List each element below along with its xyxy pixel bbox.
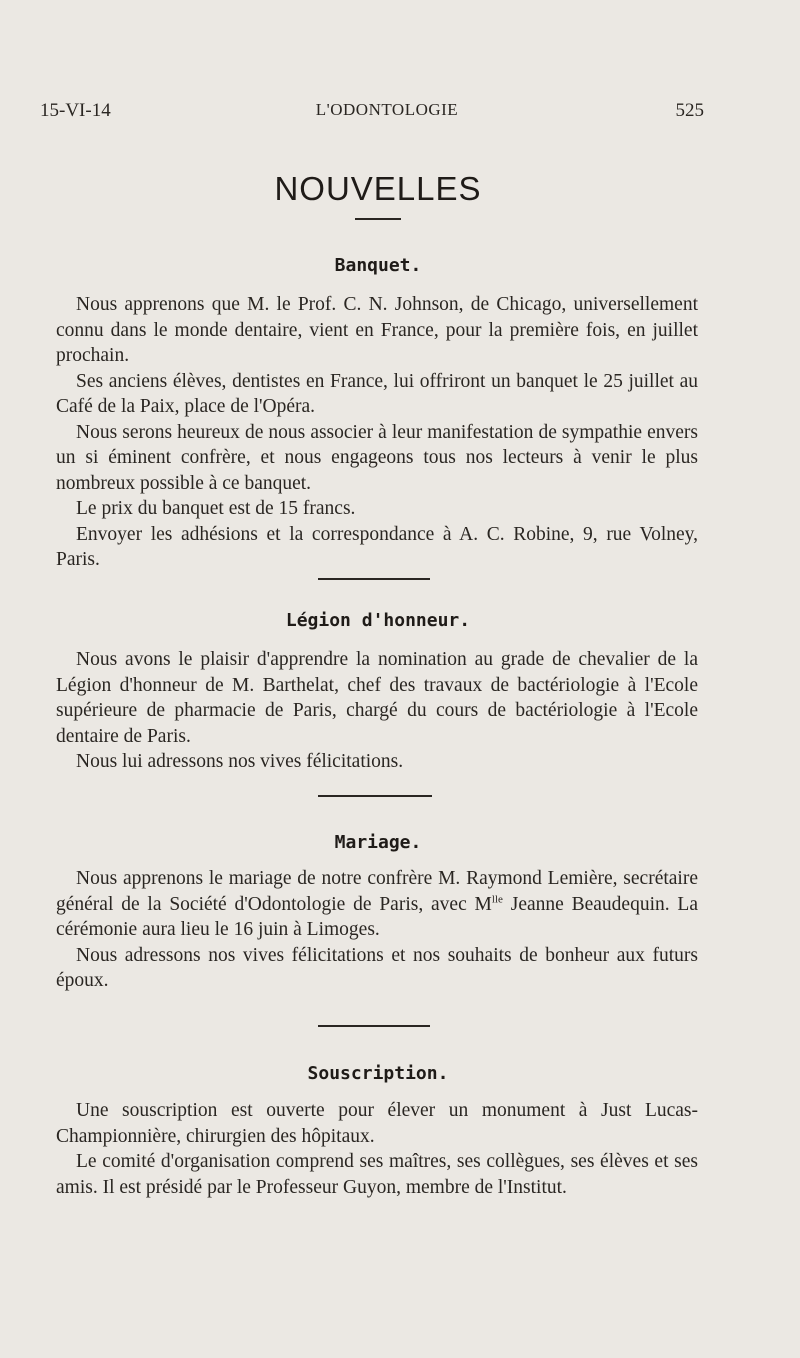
paragraph: Nous avons le plaisir d'apprendre la nomination au grade de chevalier de la Légion d'honneur de M. Barthelat, chef des travaux de bactériologie à l'Ecole supérieure de pharmacie de Paris, chargé du cours de bactériologie à l'Ecole dentaire de Paris. (56, 649, 698, 747)
title-divider (355, 218, 401, 220)
section-banquet-body (56, 292, 698, 573)
running-header (40, 100, 704, 130)
paragraph: Nous adressons nos vives félicitations et nos souhaits de bonheur aux futurs époux. (56, 944, 698, 991)
paragraph: Le comité d'organisation comprend ses maîtres, ses collègues, ses élèves et ses amis. Il est présidé par le Professeur Guyon, membre de l'Institut. (56, 1151, 698, 1198)
section-mariage-body (56, 866, 698, 994)
paragraph: Une souscription est ouverte pour élever un monument à Just Lucas-Championnière, chirurgien des hôpitaux. (56, 1100, 698, 1147)
section-legion-body (56, 647, 698, 775)
paragraph: Nous apprenons que M. le Prof. C. N. Johnson, de Chicago, universellement connu dans le monde dentaire, vient en France, pour la première fois, en juillet prochain. (56, 294, 698, 366)
section-divider (318, 578, 430, 580)
section-souscription-body (56, 1098, 698, 1200)
section-heading-banquet: Banquet. (334, 255, 422, 276)
paragraph (56, 866, 698, 943)
section-heading-legion: Légion d'honneur. (285, 610, 471, 631)
page-title: NOUVELLES (274, 170, 482, 207)
title-abbreviation: lle (491, 893, 503, 905)
paragraph: Le prix du banquet est de 15 francs. (76, 498, 356, 519)
paragraph: Nous lui adressons nos vives félicitations. (76, 751, 404, 772)
section-divider (318, 1025, 430, 1027)
header-journal-title: L'ODONTOLOGIE (315, 100, 459, 119)
header-page-number: 525 (675, 100, 704, 121)
paragraph: Envoyer les adhésions et la correspondance à A. C. Robine, 9, rue Volney, Paris. (56, 523, 698, 570)
section-heading-souscription: Souscription. (307, 1063, 449, 1084)
paragraph: Ses anciens élèves, dentistes en France, lui offriront un banquet le 25 juillet au Café de la Paix, place de l'Opéra. (56, 370, 698, 417)
paragraph-text: Nous apprenons le mariage de notre confrère M. Raymond Lemière, secrétaire général de la Société d'Odontologie de Paris, avec M (56, 868, 698, 915)
header-date: 15-VI-14 (40, 100, 111, 121)
paragraph: Nous serons heureux de nous associer à leur manifestation de sympathie envers un si éminent confrère, et nous engageons tous nos lecteurs à venir le plus nombreux possible à ce banquet. (56, 421, 698, 494)
section-divider (318, 795, 432, 797)
section-heading-mariage: Mariage. (334, 832, 422, 853)
paragraph-text: Jeanne Beaudequin. La cérémonie aura lieu le 16 juin à Limoges. (56, 893, 698, 940)
